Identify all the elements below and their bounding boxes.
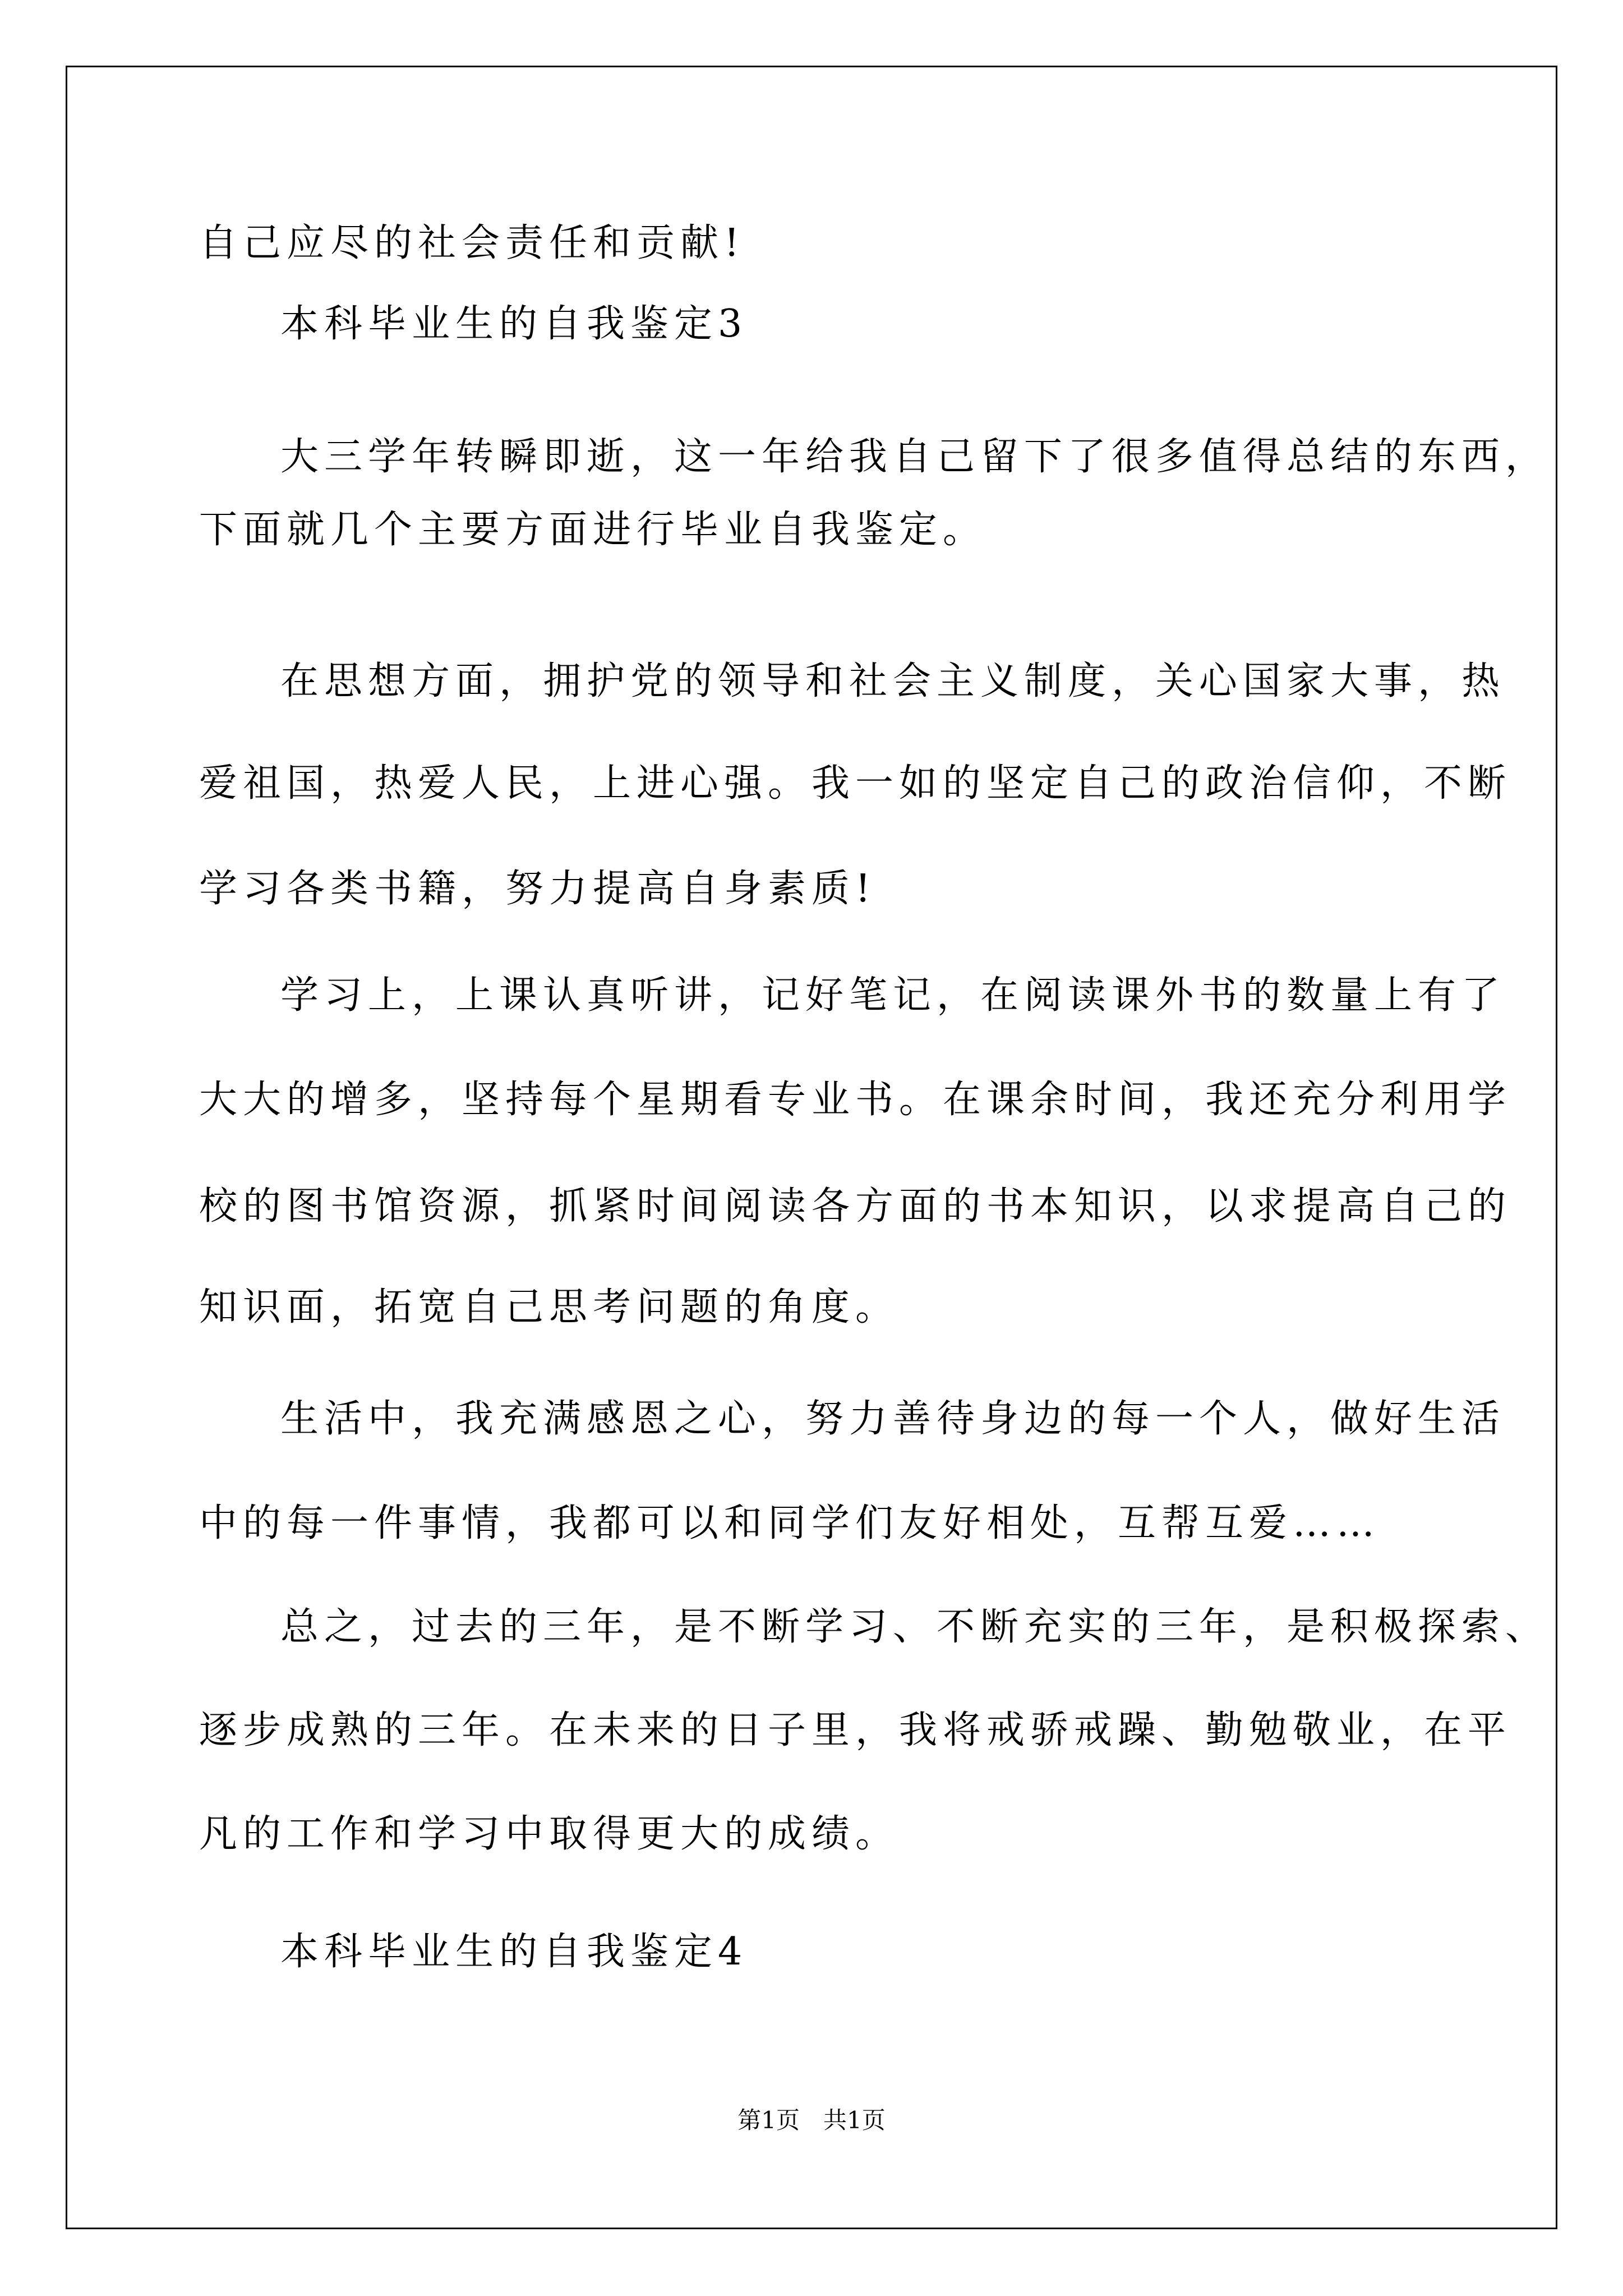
text-line: 知识面，拓宽自己思考问题的角度。 — [199, 1285, 900, 1329]
text-line: 总之，过去的三年，是不断学习、不断充实的三年，是积极探索、 — [280, 1605, 1550, 1649]
text-line: 下面就几个主要方面进行毕业自我鉴定。 — [199, 508, 987, 552]
text-line: 在思想方面，拥护党的领导和社会主义制度，关心国家大事，热 — [280, 659, 1506, 703]
text-line: 大大的增多，坚持每个星期看专业书。在课余时间，我还充分利用学 — [199, 1078, 1512, 1122]
text-line: 凡的工作和学习中取得更大的成绩。 — [199, 1812, 900, 1856]
section-heading: 本科毕业生的自我鉴定3 — [280, 302, 748, 346]
text-line: 校的图书馆资源，抓紧时间阅读各方面的书本知识，以求提高自己的 — [199, 1184, 1512, 1228]
text-line: 大三学年转瞬即逝，这一年给我自己留下了很多值得总结的东西， — [280, 435, 1550, 479]
text-line: 逐步成熟的三年。在未来的日子里，我将戒骄戒躁、勤勉敬业，在平 — [199, 1708, 1512, 1752]
page-border — [66, 66, 1557, 2229]
text-line: 爱祖国，热爱人民，上进心强。我一如的坚定自己的政治信仰，不断 — [199, 761, 1512, 806]
text-line: 学习各类书籍，努力提高自身素质! — [199, 867, 877, 911]
text-line: 学习上，上课认真听讲，记好笔记，在阅读课外书的数量上有了 — [280, 973, 1506, 1018]
text-line: 中的每一件事情，我都可以和同学们友好相处，互帮互爱…… — [199, 1501, 1381, 1545]
text-line: 生活中，我充满感恩之心，努力善待身边的每一个人，做好生活 — [280, 1397, 1506, 1441]
section-heading: 本科毕业生的自我鉴定4 — [280, 1930, 748, 1974]
page-number-footer: 第1页 共1页 — [737, 2106, 886, 2134]
text-line: 自己应尽的社会责任和贡献! — [199, 221, 745, 265]
